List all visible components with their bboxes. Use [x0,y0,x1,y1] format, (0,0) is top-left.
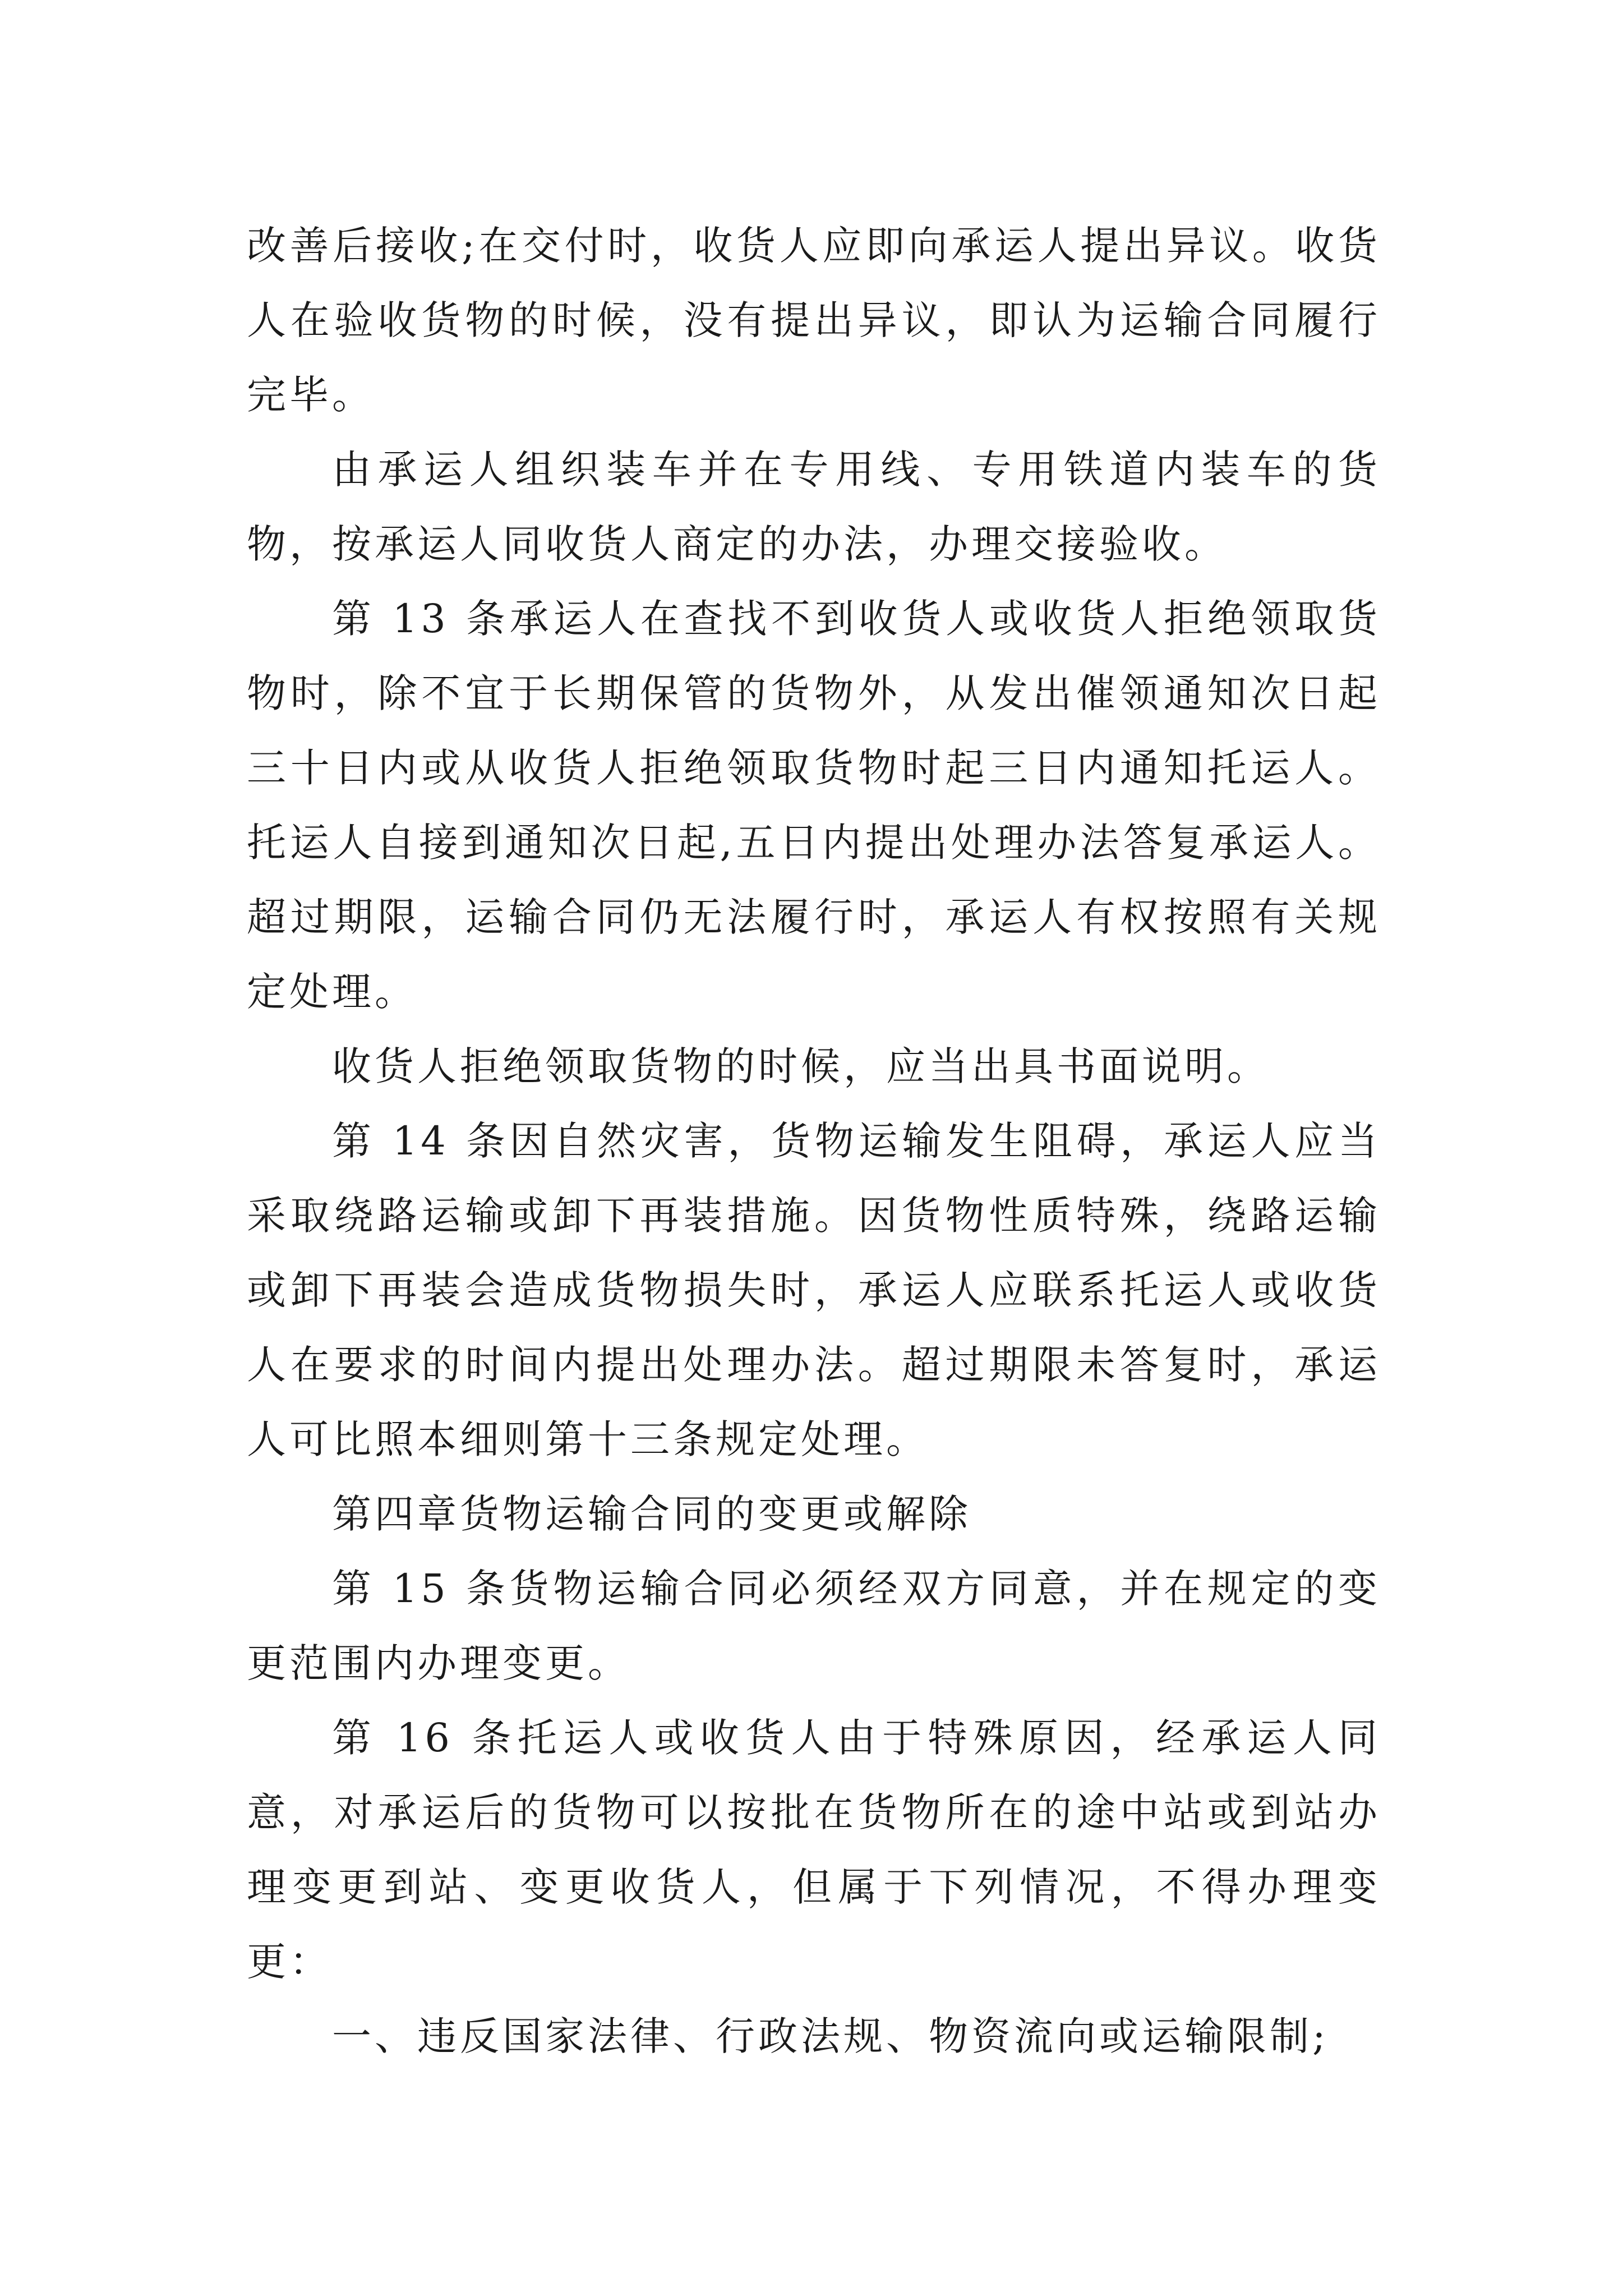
paragraph-article-16: 第 16 条托运人或收货人由于特殊原因，经承运人同意，对承运后的货物可以按批在货物所在的途中站或到站办理变更到站、变更收货人，但属于下列情况，不得办理变更： [247,1715,1381,1985]
paragraph-refusal-statement: 收货人拒绝领取货物的时候，应当出具书面说明。 [332,1043,1270,1089]
paragraph-article-15: 第 15 条货物运输合同必须经双方同意，并在规定的变更范围内办理变更。 [247,1566,1381,1686]
list-item-1: 一、违反国家法律、行政法规、物资流向或运输限制; [332,2013,1329,2059]
document-body [247,209,1381,2074]
paragraph-article-13: 第 13 条承运人在查找不到收货人或收货人拒绝领取货物时，除不宜于长期保管的货物外，从发出催领通知次日起三十日内或从收货人拒绝领取货物时起三日内通知托运人。托运人自接到通知次日起,五日内提出处理办法答复承运人。超过期限，运输合同仍无法履行时，承运人有权按照有关规定处理。 [247,596,1381,1015]
paragraph-article-14: 第 14 条因自然灾害，货物运输发生阻碍，承运人应当采取绕路运输或卸下再装措施。因货物性质特殊，绕路运输或卸下再装会造成货物损失时，承运人应联系托运人或收货人在要求的时间内提出处理办法。超过期限未答复时，承运人可比照本细则第十三条规定处理。 [247,1118,1381,1462]
paragraph-receipt-objection: 改善后接收;在交付时，收货人应即向承运人提出异议。收货人在验收货物的时候，没有提出异议，即认为运输合同履行完毕。 [247,223,1381,418]
paragraph-carrier-loading: 由承运人组织装车并在专用线、专用铁道内装车的货物，按承运人同收货人商定的办法，办理交接验收。 [247,447,1381,567]
chapter-heading-4: 第四章货物运输合同的变更或解除 [332,1491,971,1537]
